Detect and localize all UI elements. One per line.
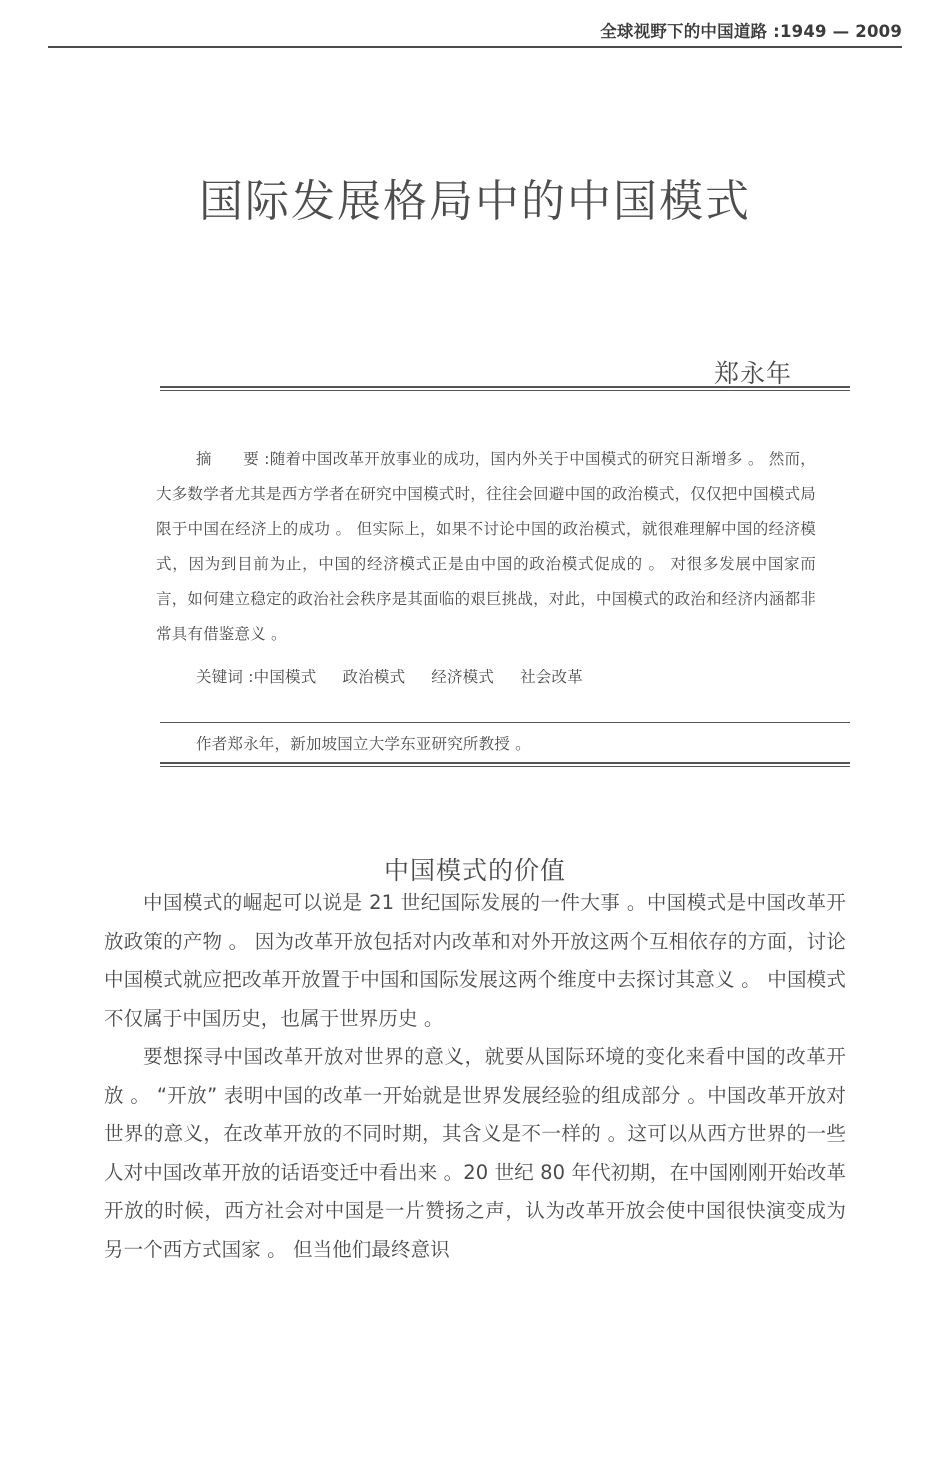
body-paragraph-1: 中国模式的崛起可以说是 21 世纪国际发展的一件大事 。中国模式是中国改革开放政策的产物 。 因为改革开放包括对内改革和对外开放这两个互相依存的方面，讨论中国模式就应把改革开放置于中国和国际发展这两个维度中去探讨其意义 。 中国模式不仅属于中国历史，也属于世界历史 。	[104, 891, 846, 1030]
running-header-title: 全球视野下的中国道路 :1949 — 2009	[600, 22, 902, 41]
header-rule	[48, 46, 902, 48]
abstract-block	[156, 442, 816, 652]
keywords-block	[156, 660, 816, 695]
author-name: 郑永年	[713, 359, 792, 388]
keyword-item-4: 社会改革	[520, 668, 583, 686]
abstract-label: 摘 要 :	[196, 450, 270, 468]
abstract-body: 随着中国改革开放事业的成功，国内外关于中国模式的研究日渐增多 。 然而，大多数学者尤其是西方学者在研究中国模式时，往往会回避中国的政治模式，仅仅把中国模式局限于中国在经济上的成功 。 但实际上，如果不讨论中国的政治模式，就很难理解中国的经济模式，因为到目前为止，中国的经济模式正是由中国的政治模式促成的 。 对很多发展中国家而言，如何建立稳定的政治社会秩序是其面临的艰巨挑战，对此，中国模式的政治和经济内涵都非常具有借鉴意义 。	[156, 450, 816, 643]
keywords-label: 关键词 :	[196, 668, 254, 686]
body-text	[104, 884, 846, 1269]
keyword-item-3: 经济模式	[431, 668, 495, 686]
page-title: 国际发展格局中的中国模式	[199, 176, 751, 228]
keyword-item-1: 中国模式	[253, 668, 317, 686]
author-rule	[160, 386, 850, 391]
footnote-rule-bottom	[160, 762, 850, 767]
footnote-rule-top	[160, 722, 850, 723]
abstract-text	[156, 442, 816, 652]
body-paragraph-2: 要想探寻中国改革开放对世界的意义，就要从国际环境的变化来看中国的改革开放 。 “开放” 表明中国的改革一开始就是世界发展经验的组成部分 。中国改革开放对世界的意义，在改革开放的不同时期，其含义是不一样的 。这可以从西方世界的一些人对中国改革开放的话语变迁中看出来 。20 世纪 80 年代初期，在中国刚刚开始改革开放的时候，西方社会对中国是一片赞扬之声，认为改革开放会使中国很快演变成为另一个西方式国家 。 但当他们最终意识	[104, 1045, 846, 1261]
author-footnote: 作者郑永年，新加坡国立大学东亚研究所教授 。	[196, 735, 531, 753]
keyword-item-2: 政治模式	[342, 668, 406, 686]
section-heading: 中国模式的价值	[383, 855, 566, 885]
